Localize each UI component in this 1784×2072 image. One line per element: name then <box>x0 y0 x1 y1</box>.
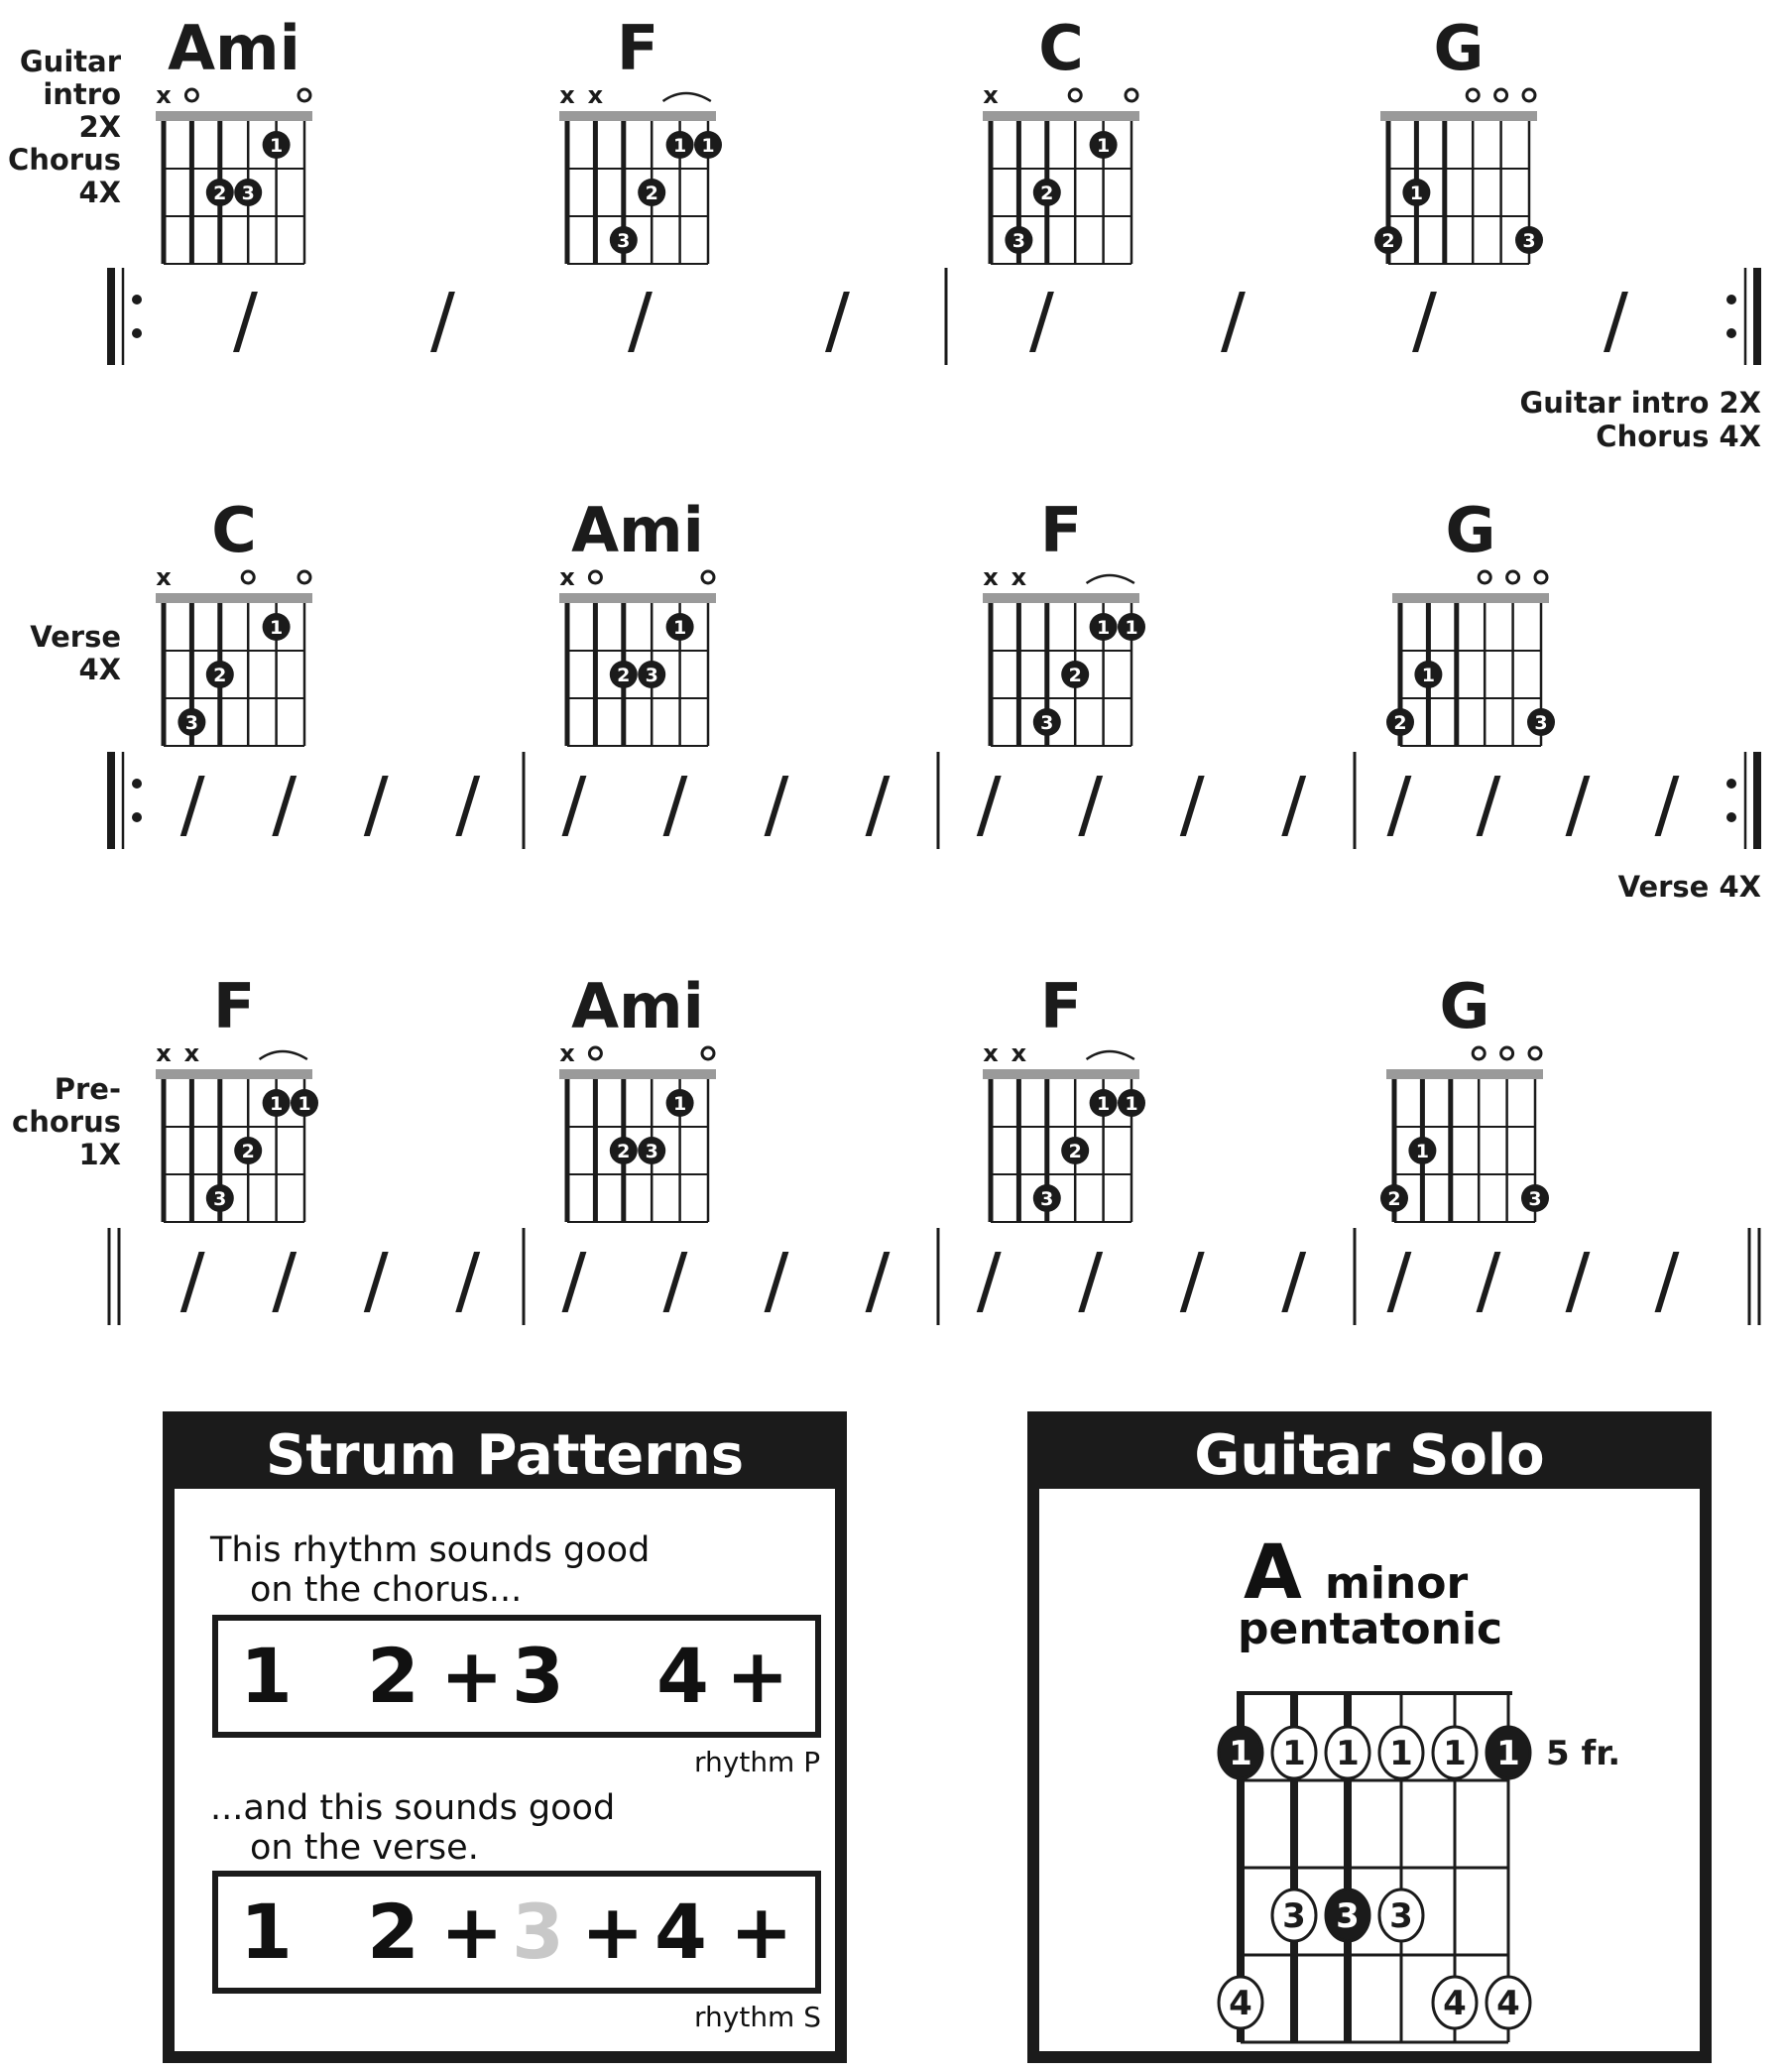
scale-key-letter: A <box>1244 1527 1302 1616</box>
muted-string-marker: x <box>559 563 575 591</box>
muted-string-marker: x <box>156 1039 172 1067</box>
strum-slash: / <box>272 1238 297 1323</box>
muted-string-marker: x <box>183 1039 200 1067</box>
open-string-marker <box>1467 89 1479 101</box>
open-string-marker <box>1507 571 1519 583</box>
rhythm-s-box <box>212 1871 821 1994</box>
muted-string-marker: x <box>983 81 999 109</box>
strum-slash: / <box>179 762 205 847</box>
rhythm-p-box <box>212 1615 821 1738</box>
beat: + <box>581 1888 645 1976</box>
chord-diagram <box>983 970 1145 1222</box>
section-label-line: 2X <box>78 110 121 144</box>
finger-number: 1 <box>672 135 687 157</box>
strum-slash: / <box>179 1238 205 1323</box>
ghost-beat: 3 <box>512 1888 564 1976</box>
chord-diagram <box>559 12 722 264</box>
scale-note-finger: 1 <box>1282 1734 1306 1773</box>
repeat-dot <box>1726 328 1736 338</box>
nut <box>559 593 716 603</box>
finger-number: 1 <box>1096 1093 1111 1115</box>
section-label-line: chorus <box>12 1105 121 1139</box>
rhythm-s-label: rhythm S <box>694 2001 822 2033</box>
scale-note-finger: 1 <box>1443 1734 1467 1773</box>
section-label-line: Guitar <box>19 45 121 78</box>
barre-arc <box>1087 1051 1134 1059</box>
strum-slash: / <box>628 278 653 363</box>
nut <box>983 111 1139 121</box>
finger-number: 1 <box>672 1093 687 1115</box>
chord-name: F <box>1039 494 1083 566</box>
strum-slash: / <box>430 278 455 363</box>
strum-desc-line: This rhythm sounds good <box>210 1530 651 1570</box>
scale-note-finger: 1 <box>1389 1734 1413 1773</box>
muted-string-marker: x <box>1011 563 1027 591</box>
scale-note-finger: 1 <box>1229 1734 1252 1773</box>
finger-number: 2 <box>213 183 227 204</box>
scale-note-finger: 3 <box>1282 1896 1306 1936</box>
chord-diagram <box>983 12 1139 264</box>
strum-slash: / <box>976 1238 1002 1323</box>
nut <box>1380 111 1537 121</box>
repeat-dot <box>1726 779 1736 789</box>
beat: + <box>440 1888 504 1976</box>
strum-slash: / <box>865 1238 891 1323</box>
strum-slash: / <box>561 762 587 847</box>
open-string-marker <box>242 571 254 583</box>
chord-row <box>8 12 1761 453</box>
beat: + <box>440 1632 504 1720</box>
chord-diagram <box>983 494 1145 746</box>
open-string-marker <box>1126 89 1137 101</box>
beat: 4 <box>654 1888 707 1976</box>
finger-number: 1 <box>297 1093 311 1115</box>
strum-patterns-box <box>163 1411 847 2063</box>
finger-number: 1 <box>269 617 284 639</box>
section-label-line: Verse <box>30 620 121 654</box>
repeat-count-label: Verse 4X <box>1617 870 1761 904</box>
chord-name: C <box>1038 12 1084 84</box>
strum-slash: / <box>1281 762 1307 847</box>
section-label-line: intro <box>43 77 121 111</box>
finger-number: 3 <box>1528 1188 1542 1210</box>
finger-number: 1 <box>1409 183 1424 204</box>
repeat-count-label: Chorus 4X <box>1596 420 1761 453</box>
barre-arc <box>260 1051 307 1059</box>
repeat-end-thick <box>1753 752 1761 849</box>
nut <box>156 111 312 121</box>
open-string-marker <box>1529 1047 1541 1059</box>
strum-slash: / <box>662 1238 688 1323</box>
open-string-marker <box>1501 1047 1513 1059</box>
strum-slash: / <box>363 1238 389 1323</box>
finger-number: 2 <box>1381 230 1395 252</box>
repeat-count-label: Guitar intro 2X <box>1519 386 1761 420</box>
scale-diagram <box>1039 1651 1700 2068</box>
strum-slash: / <box>1386 762 1412 847</box>
repeat-end-thick <box>1753 268 1761 365</box>
beat: + <box>730 1888 793 1976</box>
strum-slash: / <box>455 1238 481 1323</box>
finger-number: 3 <box>1040 712 1054 734</box>
chord-name: G <box>1433 12 1485 84</box>
nut <box>559 111 716 121</box>
finger-number: 2 <box>241 1141 255 1162</box>
finger-number: 2 <box>645 183 658 204</box>
finger-number: 3 <box>213 1188 227 1210</box>
finger-number: 3 <box>241 183 255 204</box>
strum-slash: / <box>1565 762 1591 847</box>
scale-note-finger: 1 <box>1496 1734 1520 1773</box>
finger-number: 2 <box>1040 183 1054 204</box>
chord-name: Ami <box>168 12 300 84</box>
finger-number: 3 <box>645 1141 658 1162</box>
scale-type: pentatonic <box>1238 1604 1503 1654</box>
strum-slash: / <box>1565 1238 1591 1323</box>
beat: 1 <box>240 1632 293 1720</box>
nut <box>156 593 312 603</box>
section-label-line: Chorus <box>7 143 121 177</box>
finger-number: 1 <box>672 617 687 639</box>
strum-slash: / <box>363 762 389 847</box>
finger-number: 2 <box>213 665 227 686</box>
strum-slash: / <box>272 762 297 847</box>
beat: 4 <box>656 1632 709 1720</box>
scale-word: minor <box>1325 1558 1469 1609</box>
beat: 2 <box>367 1632 419 1720</box>
strum-slash: / <box>1179 1238 1205 1323</box>
repeat-dot <box>132 328 142 338</box>
strum-slash: / <box>455 762 481 847</box>
finger-number: 1 <box>269 135 284 157</box>
strum-slash: / <box>764 762 789 847</box>
chord-name: G <box>1439 970 1490 1042</box>
chord-name: F <box>1039 970 1083 1042</box>
chord-diagram <box>1374 12 1543 264</box>
finger-number: 1 <box>1125 1093 1138 1115</box>
chord-row <box>30 494 1761 904</box>
open-string-marker <box>1535 571 1547 583</box>
guitar-solo-title: Guitar Solo <box>1039 1423 1700 1489</box>
chord-diagram <box>559 494 716 746</box>
finger-number: 1 <box>1096 617 1111 639</box>
strum-slash: / <box>1078 1238 1104 1323</box>
strum-slash: / <box>1281 1238 1307 1323</box>
rhythm-p-label: rhythm P <box>694 1746 821 1778</box>
finger-number: 1 <box>269 1093 284 1115</box>
finger-number: 2 <box>1387 1188 1401 1210</box>
chord-name: F <box>616 12 659 84</box>
muted-string-marker: x <box>983 563 999 591</box>
open-string-marker <box>298 571 310 583</box>
strum-slash: / <box>976 762 1002 847</box>
chord-diagram <box>559 970 716 1222</box>
chord-name: Ami <box>571 494 704 566</box>
strum-slash: / <box>825 278 850 363</box>
repeat-start-thick <box>107 268 115 365</box>
section-label-line: Pre- <box>54 1072 121 1106</box>
repeat-start-thick <box>107 752 115 849</box>
open-string-marker <box>1479 571 1490 583</box>
strum-description-verse <box>210 1788 615 1868</box>
chord-diagram <box>156 12 312 264</box>
fret-position-label: 5 fr. <box>1546 1734 1621 1773</box>
beat: 2 <box>367 1888 419 1976</box>
scale-note-finger: 4 <box>1496 1984 1520 2023</box>
finger-number: 1 <box>1421 665 1436 686</box>
nut <box>156 1069 312 1079</box>
strum-slash: / <box>1476 1238 1501 1323</box>
strum-slash: / <box>1029 278 1054 363</box>
strum-description-chorus <box>210 1530 650 1610</box>
section-label-line: 4X <box>78 653 121 686</box>
finger-number: 2 <box>1068 1141 1082 1162</box>
finger-number: 2 <box>1068 665 1082 686</box>
muted-string-marker: x <box>559 81 575 109</box>
finger-number: 1 <box>1096 135 1111 157</box>
chord-diagram <box>1380 970 1549 1222</box>
guitar-solo-box <box>1027 1411 1712 2063</box>
finger-number: 1 <box>1415 1141 1430 1162</box>
strum-patterns-title: Strum Patterns <box>175 1423 835 1489</box>
strum-slash: / <box>1654 762 1680 847</box>
open-string-marker <box>702 1047 714 1059</box>
strum-slash: / <box>1476 762 1501 847</box>
strum-slash: / <box>1412 278 1437 363</box>
strum-slash: / <box>1604 278 1628 363</box>
open-string-marker <box>589 571 601 583</box>
finger-number: 3 <box>645 665 658 686</box>
open-string-marker <box>1473 1047 1485 1059</box>
open-string-marker <box>1495 89 1507 101</box>
repeat-dot <box>132 295 142 305</box>
finger-number: 2 <box>617 1141 631 1162</box>
strum-slash: / <box>662 762 688 847</box>
repeat-dot <box>1726 812 1736 822</box>
open-string-marker <box>589 1047 601 1059</box>
repeat-dot <box>132 812 142 822</box>
chord-name: G <box>1445 494 1496 566</box>
scale-note-finger: 4 <box>1229 1984 1252 2023</box>
beat: + <box>726 1632 789 1720</box>
finger-number: 1 <box>701 135 715 157</box>
section-label-line: 1X <box>78 1138 121 1171</box>
scale-note-finger: 3 <box>1389 1896 1413 1936</box>
strum-slash: / <box>865 762 891 847</box>
strum-slash: / <box>1179 762 1205 847</box>
finger-number: 3 <box>1040 1188 1054 1210</box>
beat: 1 <box>240 1888 293 1976</box>
muted-string-marker: x <box>1011 1039 1027 1067</box>
barre-arc <box>663 93 711 101</box>
strum-slash: / <box>1654 1238 1680 1323</box>
finger-number: 3 <box>1011 230 1026 252</box>
finger-number: 1 <box>1125 617 1138 639</box>
finger-number: 3 <box>184 712 199 734</box>
muted-string-marker: x <box>983 1039 999 1067</box>
finger-number: 3 <box>1534 712 1548 734</box>
chord-name: C <box>211 494 257 566</box>
strum-slash: / <box>1078 762 1104 847</box>
beat: 3 <box>512 1632 564 1720</box>
strum-slash: / <box>561 1238 587 1323</box>
open-string-marker <box>1523 89 1535 101</box>
repeat-dot <box>1726 295 1736 305</box>
barre-arc <box>1087 575 1134 583</box>
open-string-marker <box>298 89 310 101</box>
nut <box>1386 1069 1543 1079</box>
strum-slash: / <box>1221 278 1246 363</box>
open-string-marker <box>185 89 197 101</box>
open-string-marker <box>702 571 714 583</box>
chord-name: Ami <box>571 970 704 1042</box>
section-label-line: 4X <box>78 176 121 209</box>
scale-note-finger: 1 <box>1336 1734 1360 1773</box>
nut <box>983 593 1139 603</box>
chord-row <box>12 970 1759 1325</box>
muted-string-marker: x <box>156 81 172 109</box>
chord-diagram <box>156 494 312 746</box>
open-string-marker <box>1069 89 1081 101</box>
nut <box>559 1069 716 1079</box>
chord-diagram <box>1386 494 1555 746</box>
chord-diagram <box>156 970 318 1222</box>
nut <box>983 1069 1139 1079</box>
finger-number: 3 <box>1522 230 1536 252</box>
chord-name: F <box>212 970 256 1042</box>
muted-string-marker: x <box>156 563 172 591</box>
finger-number: 2 <box>1393 712 1407 734</box>
finger-number: 2 <box>617 665 631 686</box>
repeat-dot <box>132 779 142 789</box>
muted-string-marker: x <box>559 1039 575 1067</box>
nut <box>1392 593 1549 603</box>
strum-slash: / <box>233 278 258 363</box>
muted-string-marker: x <box>587 81 604 109</box>
strum-desc-line: on the verse. <box>250 1828 479 1868</box>
scale-note-finger: 3 <box>1336 1896 1360 1936</box>
strum-slash: / <box>764 1238 789 1323</box>
scale-note-finger: 4 <box>1443 1984 1467 2023</box>
strum-slash: / <box>1386 1238 1412 1323</box>
strum-desc-line: ...and this sounds good <box>210 1788 616 1828</box>
finger-number: 3 <box>617 230 631 252</box>
strum-desc-line: on the chorus... <box>250 1570 523 1610</box>
